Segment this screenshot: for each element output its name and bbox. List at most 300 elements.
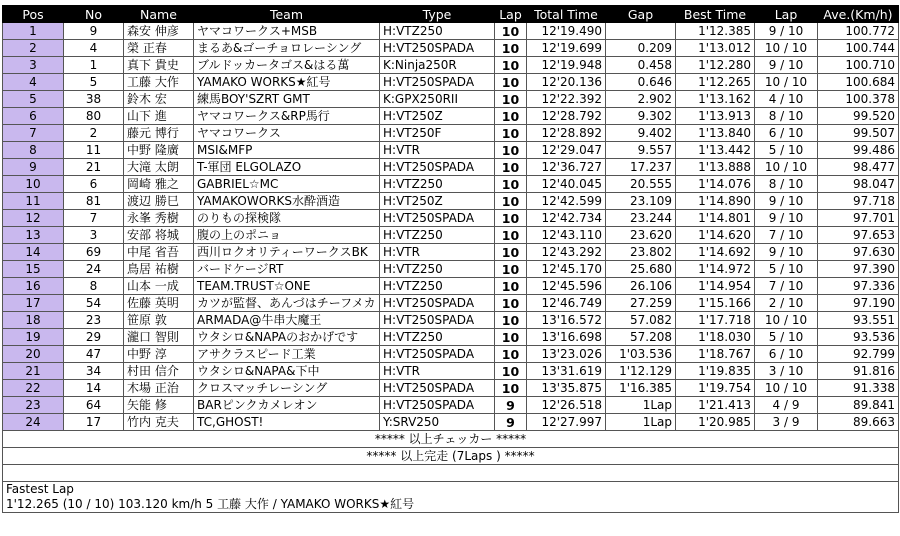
- average-speed-cell: 97.630: [818, 244, 899, 261]
- best-time-cell: 1'12.280: [676, 57, 755, 74]
- gap-cell: 1'16.385: [606, 380, 676, 397]
- best-time-cell: 1'15.166: [676, 295, 755, 312]
- table-row: [3, 91, 899, 108]
- number-cell: 3: [64, 227, 124, 244]
- name-cell: 藤元 博行: [124, 125, 194, 142]
- best-lap-cell: 7 / 10: [755, 227, 818, 244]
- average-speed-cell: 97.190: [818, 295, 899, 312]
- best-time-cell: 1'14.692: [676, 244, 755, 261]
- best-lap-cell: 4 / 9: [755, 397, 818, 414]
- table-row: [3, 210, 899, 227]
- number-cell: 7: [64, 210, 124, 227]
- lap-count-cell: 10: [495, 142, 527, 159]
- number-cell: 17: [64, 414, 124, 431]
- average-speed-cell: 93.536: [818, 329, 899, 346]
- best-time-cell: 1'18.030: [676, 329, 755, 346]
- type-cell: Y:SRV250: [380, 414, 495, 431]
- table-row: [3, 261, 899, 278]
- type-cell: H:VTZ250: [380, 329, 495, 346]
- total-time-cell: 12'36.727: [527, 159, 606, 176]
- name-cell: 鳥居 祐樹: [124, 261, 194, 278]
- best-lap-cell: 5 / 10: [755, 329, 818, 346]
- total-time-cell: 13'31.619: [527, 363, 606, 380]
- pos-cell: 6: [3, 108, 64, 125]
- lap-count-cell: 10: [495, 23, 527, 40]
- header-best-lap: Lap: [755, 6, 818, 23]
- table-row: [3, 329, 899, 346]
- gap-cell: 1Lap: [606, 414, 676, 431]
- type-cell: H:VTZ250: [380, 261, 495, 278]
- total-time-cell: 12'19.699: [527, 40, 606, 57]
- name-cell: 矢能 修: [124, 397, 194, 414]
- type-cell: H:VTR: [380, 244, 495, 261]
- table-row: [3, 193, 899, 210]
- best-lap-cell: 5 / 10: [755, 142, 818, 159]
- gap-cell: 0.209: [606, 40, 676, 57]
- checker-note: ***** 以上チェッカー *****: [3, 431, 899, 448]
- average-speed-cell: 99.486: [818, 142, 899, 159]
- lap-count-cell: 10: [495, 363, 527, 380]
- team-cell: のりもの探検隊: [194, 210, 380, 227]
- pos-cell: 24: [3, 414, 64, 431]
- results-table: [2, 5, 899, 513]
- total-time-cell: 13'35.875: [527, 380, 606, 397]
- lap-count-cell: 9: [495, 414, 527, 431]
- team-cell: ブルドッカータゴス&はる萬: [194, 57, 380, 74]
- team-cell: クロスマッチレーシング: [194, 380, 380, 397]
- gap-cell: 23.620: [606, 227, 676, 244]
- best-lap-cell: 6 / 10: [755, 125, 818, 142]
- type-cell: H:VT250SPADA: [380, 312, 495, 329]
- pos-cell: 11: [3, 193, 64, 210]
- best-lap-cell: 9 / 10: [755, 23, 818, 40]
- lap-count-cell: 10: [495, 193, 527, 210]
- type-cell: H:VT250Z: [380, 108, 495, 125]
- name-cell: 中野 隆廣: [124, 142, 194, 159]
- total-time-cell: 12'45.596: [527, 278, 606, 295]
- lap-count-cell: 10: [495, 261, 527, 278]
- best-time-cell: 1'14.620: [676, 227, 755, 244]
- average-speed-cell: 100.378: [818, 91, 899, 108]
- average-speed-cell: 97.718: [818, 193, 899, 210]
- team-cell: ヤマコワークス&RP馬行: [194, 108, 380, 125]
- table-row: [3, 74, 899, 91]
- total-time-cell: 13'23.026: [527, 346, 606, 363]
- total-time-cell: 12'28.892: [527, 125, 606, 142]
- pos-cell: 10: [3, 176, 64, 193]
- gap-cell: 20.555: [606, 176, 676, 193]
- total-time-cell: 12'40.045: [527, 176, 606, 193]
- table-row: [3, 108, 899, 125]
- lap-count-cell: 10: [495, 329, 527, 346]
- average-speed-cell: 97.390: [818, 261, 899, 278]
- name-cell: 榮 正春: [124, 40, 194, 57]
- best-time-cell: 1'14.076: [676, 176, 755, 193]
- team-cell: ヤマコワークス: [194, 125, 380, 142]
- number-cell: 4: [64, 40, 124, 57]
- lap-count-cell: 10: [495, 176, 527, 193]
- gap-cell: [606, 23, 676, 40]
- lap-count-cell: 10: [495, 210, 527, 227]
- average-speed-cell: 100.772: [818, 23, 899, 40]
- lap-count-cell: 9: [495, 397, 527, 414]
- type-cell: H:VTR: [380, 363, 495, 380]
- gap-cell: 1'12.129: [606, 363, 676, 380]
- pos-cell: 7: [3, 125, 64, 142]
- type-cell: K:Ninja250R: [380, 57, 495, 74]
- gap-cell: 23.802: [606, 244, 676, 261]
- average-speed-cell: 92.799: [818, 346, 899, 363]
- team-cell: まるあ&ゴーチョロレーシング: [194, 40, 380, 57]
- total-time-cell: 12'27.997: [527, 414, 606, 431]
- header-type: Type: [380, 6, 495, 23]
- number-cell: 34: [64, 363, 124, 380]
- finish-row: [3, 448, 899, 465]
- number-cell: 1: [64, 57, 124, 74]
- gap-cell: 9.302: [606, 108, 676, 125]
- gap-cell: 9.402: [606, 125, 676, 142]
- pos-cell: 4: [3, 74, 64, 91]
- table-row: [3, 397, 899, 414]
- team-cell: T-軍団 ELGOLAZO: [194, 159, 380, 176]
- gap-cell: 0.458: [606, 57, 676, 74]
- table-row: [3, 380, 899, 397]
- number-cell: 69: [64, 244, 124, 261]
- lap-count-cell: 10: [495, 295, 527, 312]
- fastest-lap-row: [3, 482, 899, 513]
- average-speed-cell: 97.701: [818, 210, 899, 227]
- lap-count-cell: 10: [495, 380, 527, 397]
- best-time-cell: 1'20.985: [676, 414, 755, 431]
- average-speed-cell: 99.520: [818, 108, 899, 125]
- lap-count-cell: 10: [495, 312, 527, 329]
- number-cell: 81: [64, 193, 124, 210]
- average-speed-cell: 89.663: [818, 414, 899, 431]
- average-speed-cell: 100.684: [818, 74, 899, 91]
- average-speed-cell: 100.710: [818, 57, 899, 74]
- header-no: No: [64, 6, 124, 23]
- number-cell: 64: [64, 397, 124, 414]
- total-time-cell: 12'22.392: [527, 91, 606, 108]
- total-time-cell: 12'42.734: [527, 210, 606, 227]
- number-cell: 11: [64, 142, 124, 159]
- type-cell: H:VTZ250: [380, 23, 495, 40]
- name-cell: 村田 信介: [124, 363, 194, 380]
- lap-count-cell: 10: [495, 74, 527, 91]
- best-lap-cell: 10 / 10: [755, 74, 818, 91]
- average-speed-cell: 99.507: [818, 125, 899, 142]
- name-cell: 真下 貴史: [124, 57, 194, 74]
- number-cell: 2: [64, 125, 124, 142]
- team-cell: ウタシロ&NAPA&下中: [194, 363, 380, 380]
- gap-cell: 27.259: [606, 295, 676, 312]
- best-lap-cell: 8 / 10: [755, 176, 818, 193]
- lap-count-cell: 10: [495, 227, 527, 244]
- name-cell: 中尾 省吾: [124, 244, 194, 261]
- total-time-cell: 12'26.518: [527, 397, 606, 414]
- team-cell: TEAM.TRUST☆ONE: [194, 278, 380, 295]
- name-cell: 安部 将城: [124, 227, 194, 244]
- name-cell: 竹内 克夫: [124, 414, 194, 431]
- number-cell: 24: [64, 261, 124, 278]
- table-row: [3, 125, 899, 142]
- number-cell: 6: [64, 176, 124, 193]
- total-time-cell: 12'45.170: [527, 261, 606, 278]
- lap-count-cell: 10: [495, 125, 527, 142]
- name-cell: 岡崎 雅之: [124, 176, 194, 193]
- header-name: Name: [124, 6, 194, 23]
- pos-cell: 23: [3, 397, 64, 414]
- team-cell: カツが監督、あんづはチーフメカ: [194, 295, 380, 312]
- team-cell: MSI&MFP: [194, 142, 380, 159]
- best-lap-cell: 3 / 10: [755, 363, 818, 380]
- best-lap-cell: 7 / 10: [755, 278, 818, 295]
- type-cell: H:VT250SPADA: [380, 346, 495, 363]
- number-cell: 29: [64, 329, 124, 346]
- number-cell: 9: [64, 23, 124, 40]
- header-row: [3, 6, 899, 23]
- results-sheet: [2, 5, 898, 513]
- name-cell: 木場 正治: [124, 380, 194, 397]
- team-cell: ARMADA@牛串大魔王: [194, 312, 380, 329]
- pos-cell: 1: [3, 23, 64, 40]
- header-team: Team: [194, 6, 380, 23]
- table-row: [3, 295, 899, 312]
- table-row: [3, 159, 899, 176]
- fastest-lap-cell: [3, 482, 899, 513]
- best-lap-cell: 10 / 10: [755, 380, 818, 397]
- total-time-cell: 13'16.698: [527, 329, 606, 346]
- best-time-cell: 1'17.718: [676, 312, 755, 329]
- table-row: [3, 278, 899, 295]
- finish-note: ***** 以上完走 (7Laps ) *****: [3, 448, 899, 465]
- average-speed-cell: 97.336: [818, 278, 899, 295]
- total-time-cell: 12'28.792: [527, 108, 606, 125]
- average-speed-cell: 98.477: [818, 159, 899, 176]
- type-cell: H:VT250Z: [380, 193, 495, 210]
- fastest-lap-detail: 1'12.265 (10 / 10) 103.120 km/h 5 工藤 大作 / YAMAKO WORKS★紅号: [6, 497, 415, 511]
- team-cell: アサクラスピード工業: [194, 346, 380, 363]
- number-cell: 23: [64, 312, 124, 329]
- average-speed-cell: 97.653: [818, 227, 899, 244]
- total-time-cell: 12'29.047: [527, 142, 606, 159]
- team-cell: 西川ロクオリティーワークスBK: [194, 244, 380, 261]
- total-time-cell: 12'19.948: [527, 57, 606, 74]
- type-cell: H:VT250SPADA: [380, 159, 495, 176]
- name-cell: 山下 進: [124, 108, 194, 125]
- pos-cell: 2: [3, 40, 64, 57]
- pos-cell: 3: [3, 57, 64, 74]
- total-time-cell: 12'43.110: [527, 227, 606, 244]
- number-cell: 47: [64, 346, 124, 363]
- best-lap-cell: 10 / 10: [755, 40, 818, 57]
- gap-cell: 2.902: [606, 91, 676, 108]
- total-time-cell: 12'46.749: [527, 295, 606, 312]
- best-time-cell: 1'19.754: [676, 380, 755, 397]
- best-time-cell: 1'18.767: [676, 346, 755, 363]
- best-time-cell: 1'13.162: [676, 91, 755, 108]
- pos-cell: 18: [3, 312, 64, 329]
- type-cell: H:VTZ250: [380, 176, 495, 193]
- table-row: [3, 363, 899, 380]
- pos-cell: 8: [3, 142, 64, 159]
- name-cell: 山本 一成: [124, 278, 194, 295]
- gap-cell: 0.646: [606, 74, 676, 91]
- results-body: [3, 23, 899, 431]
- total-time-cell: 12'20.136: [527, 74, 606, 91]
- gap-cell: 23.109: [606, 193, 676, 210]
- best-lap-cell: 3 / 9: [755, 414, 818, 431]
- pos-cell: 17: [3, 295, 64, 312]
- best-time-cell: 1'13.888: [676, 159, 755, 176]
- best-time-cell: 1'14.972: [676, 261, 755, 278]
- type-cell: H:VT250F: [380, 125, 495, 142]
- type-cell: H:VT250SPADA: [380, 74, 495, 91]
- table-row: [3, 57, 899, 74]
- average-speed-cell: 98.047: [818, 176, 899, 193]
- lap-count-cell: 10: [495, 244, 527, 261]
- team-cell: ウタシロ&NAPAのおかげです: [194, 329, 380, 346]
- type-cell: H:VT250SPADA: [380, 40, 495, 57]
- lap-count-cell: 10: [495, 346, 527, 363]
- best-lap-cell: 4 / 10: [755, 91, 818, 108]
- gap-cell: 57.208: [606, 329, 676, 346]
- pos-cell: 22: [3, 380, 64, 397]
- best-time-cell: 1'14.890: [676, 193, 755, 210]
- team-cell: YAMAKO WORKS★紅号: [194, 74, 380, 91]
- pos-cell: 5: [3, 91, 64, 108]
- best-time-cell: 1'13.012: [676, 40, 755, 57]
- team-cell: BARピンクカメレオン: [194, 397, 380, 414]
- table-row: [3, 23, 899, 40]
- team-cell: GABRIEL☆MC: [194, 176, 380, 193]
- average-speed-cell: 89.841: [818, 397, 899, 414]
- header-best-time: Best Time: [676, 6, 755, 23]
- header-average-speed: Ave.(Km/h): [818, 6, 899, 23]
- best-lap-cell: 9 / 10: [755, 57, 818, 74]
- pos-cell: 16: [3, 278, 64, 295]
- lap-count-cell: 10: [495, 57, 527, 74]
- name-cell: 森安 伸彦: [124, 23, 194, 40]
- type-cell: H:VT250SPADA: [380, 210, 495, 227]
- best-lap-cell: 10 / 10: [755, 159, 818, 176]
- best-time-cell: 1'12.385: [676, 23, 755, 40]
- table-row: [3, 346, 899, 363]
- pos-cell: 20: [3, 346, 64, 363]
- best-lap-cell: 9 / 10: [755, 244, 818, 261]
- team-cell: TC,GHOST!: [194, 414, 380, 431]
- number-cell: 8: [64, 278, 124, 295]
- table-row: [3, 227, 899, 244]
- best-time-cell: 1'14.954: [676, 278, 755, 295]
- type-cell: H:VTZ250: [380, 227, 495, 244]
- best-time-cell: 1'21.413: [676, 397, 755, 414]
- header-pos: Pos: [3, 6, 64, 23]
- pos-cell: 14: [3, 244, 64, 261]
- lap-count-cell: 10: [495, 91, 527, 108]
- type-cell: H:VT250SPADA: [380, 380, 495, 397]
- team-cell: バードケージRT: [194, 261, 380, 278]
- checker-row: [3, 431, 899, 448]
- gap-cell: 9.557: [606, 142, 676, 159]
- best-time-cell: 1'19.835: [676, 363, 755, 380]
- best-time-cell: 1'13.913: [676, 108, 755, 125]
- type-cell: K:GPX250RII: [380, 91, 495, 108]
- fastest-lap-title: Fastest Lap: [6, 482, 74, 496]
- header-lap: Lap: [495, 6, 527, 23]
- gap-cell: 17.237: [606, 159, 676, 176]
- best-lap-cell: 6 / 10: [755, 346, 818, 363]
- table-row: [3, 176, 899, 193]
- team-cell: ヤマコワークス+MSB: [194, 23, 380, 40]
- number-cell: 38: [64, 91, 124, 108]
- total-time-cell: 12'42.599: [527, 193, 606, 210]
- total-time-cell: 13'16.572: [527, 312, 606, 329]
- best-lap-cell: 8 / 10: [755, 108, 818, 125]
- pos-cell: 13: [3, 227, 64, 244]
- name-cell: 工藤 大作: [124, 74, 194, 91]
- average-speed-cell: 93.551: [818, 312, 899, 329]
- best-lap-cell: 5 / 10: [755, 261, 818, 278]
- team-cell: YAMAKOWORKS水酔酒造: [194, 193, 380, 210]
- team-cell: 腹の上のポニョ: [194, 227, 380, 244]
- name-cell: 笹原 敦: [124, 312, 194, 329]
- best-lap-cell: 9 / 10: [755, 193, 818, 210]
- name-cell: 瀧口 智則: [124, 329, 194, 346]
- number-cell: 14: [64, 380, 124, 397]
- best-time-cell: 1'14.801: [676, 210, 755, 227]
- gap-cell: 23.244: [606, 210, 676, 227]
- pos-cell: 12: [3, 210, 64, 227]
- lap-count-cell: 10: [495, 159, 527, 176]
- table-row: [3, 40, 899, 57]
- header-total-time: Total Time: [527, 6, 606, 23]
- gap-cell: 1'03.536: [606, 346, 676, 363]
- best-lap-cell: 2 / 10: [755, 295, 818, 312]
- lap-count-cell: 10: [495, 278, 527, 295]
- name-cell: 佐藤 英明: [124, 295, 194, 312]
- best-lap-cell: 10 / 10: [755, 312, 818, 329]
- lap-count-cell: 10: [495, 108, 527, 125]
- best-time-cell: 1'13.442: [676, 142, 755, 159]
- table-row: [3, 142, 899, 159]
- best-time-cell: 1'13.840: [676, 125, 755, 142]
- total-time-cell: 12'43.292: [527, 244, 606, 261]
- name-cell: 渡辺 勝巳: [124, 193, 194, 210]
- gap-cell: 57.082: [606, 312, 676, 329]
- name-cell: 永峯 秀樹: [124, 210, 194, 227]
- gap-cell: 1Lap: [606, 397, 676, 414]
- number-cell: 80: [64, 108, 124, 125]
- lap-count-cell: 10: [495, 40, 527, 57]
- type-cell: H:VTZ250: [380, 278, 495, 295]
- number-cell: 5: [64, 74, 124, 91]
- pos-cell: 21: [3, 363, 64, 380]
- type-cell: H:VT250SPADA: [380, 397, 495, 414]
- number-cell: 54: [64, 295, 124, 312]
- gap-cell: 25.680: [606, 261, 676, 278]
- table-row: [3, 244, 899, 261]
- name-cell: 大滝 太朗: [124, 159, 194, 176]
- best-lap-cell: 9 / 10: [755, 210, 818, 227]
- number-cell: 21: [64, 159, 124, 176]
- type-cell: H:VTR: [380, 142, 495, 159]
- table-row: [3, 312, 899, 329]
- name-cell: 鈴木 宏: [124, 91, 194, 108]
- header-gap: Gap: [606, 6, 676, 23]
- name-cell: 中野 淳: [124, 346, 194, 363]
- team-cell: 練馬BOY'SZRT GMT: [194, 91, 380, 108]
